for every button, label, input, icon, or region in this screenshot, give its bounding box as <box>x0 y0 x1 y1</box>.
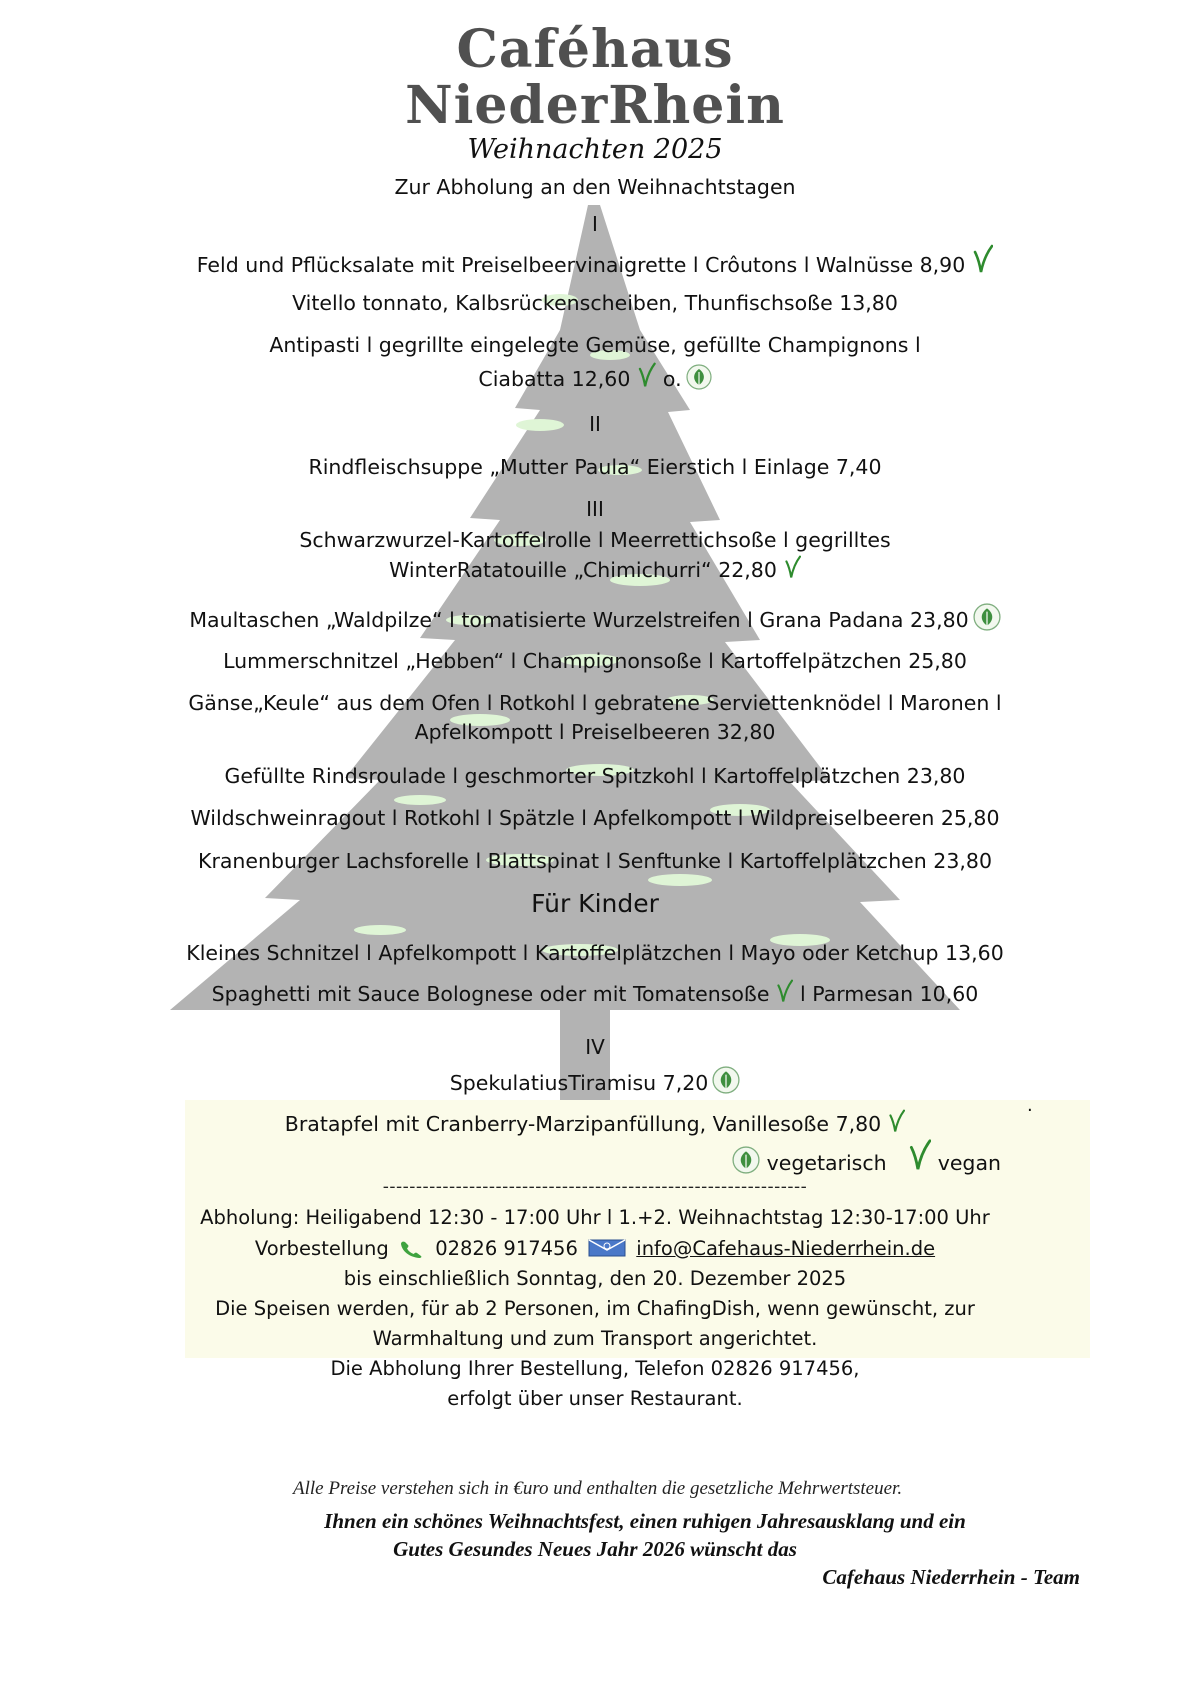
chafing-note-line1: Die Speisen werden, für ab 2 Personen, im ChafingDish, wenn gewünscht, zur <box>215 1297 975 1320</box>
chafing-note-line2: Warmhaltung und zum Transport angerichtet. <box>372 1327 818 1350</box>
greeting-line2: Gutes Gesundes Neues Jahr 2026 wünscht das <box>393 1537 797 1561</box>
pickup-note-line1: Die Abholung Ihrer Bestellung, Telefon 02826 917456, <box>330 1357 860 1380</box>
brand-name-line2: NiederRhein <box>405 75 785 136</box>
course-heading-2: II <box>589 412 601 436</box>
menu-item-text: Spaghetti mit Sauce Bolognese oder mit Tomatensoße <box>211 982 770 1006</box>
vegan-icon <box>636 362 656 396</box>
menu-item-text: l Parmesan 10,60 <box>800 982 979 1006</box>
stray-dot: . <box>1027 1095 1033 1116</box>
menu-item-salad <box>0 244 1190 282</box>
greeting-line1: Ihnen ein schönes Weihnachtsfest, einen ruhigen Jahresausklang und ein <box>324 1509 966 1533</box>
menu-item-antipasti-line2 <box>0 362 1190 398</box>
email-envelope-icon <box>588 1237 626 1267</box>
pickup-times: Abholung: Heiligabend 12:30 - 17:00 Uhr l 1.+2. Weihnachtstag 12:30-17:00 Uhr <box>200 1206 990 1229</box>
diet-legend <box>728 1138 1001 1179</box>
vegan-icon <box>971 244 993 282</box>
menu-item-lachsforelle: Kranenburger Lachsforelle l Blattspinat l Senftunke l Kartoffelplätzchen 23,80 <box>198 849 992 873</box>
vegetarian-icon <box>732 1146 760 1179</box>
menu-item-text: WinterRatatouille „Chimichurri“ 22,80 <box>389 558 777 582</box>
vegetarian-icon <box>973 603 1001 639</box>
menu-item-kids-schnitzel: Kleines Schnitzel l Apfelkompott l Kartoffelplätzchen l Mayo oder Ketchup 13,60 <box>186 941 1004 965</box>
vegan-icon <box>783 555 801 587</box>
menu-item-text: Feld und Pflücksalate mit Preiselbeervinaigrette l Crôutons l Walnüsse 8,90 <box>196 253 966 277</box>
phone-icon <box>399 1237 425 1267</box>
menu-item-gaensekeule-line1: Gänse„Keule“ aus dem Ofen l Rotkohl l gebratene Serviettenknödel l Maronen l <box>188 691 1002 715</box>
menu-item-soup: Rindfleischsuppe „Mutter Paula“ Eierstich l Einlage 7,40 <box>308 455 882 479</box>
separator-line: ---------------------------------------------------------------- <box>382 1177 808 1197</box>
menu-item-lummerschnitzel: Lummerschnitzel „Hebben“ l Champignonsoße l Kartoffelpätzchen 25,80 <box>223 649 967 673</box>
brand-name-line1: Caféhaus <box>456 19 734 80</box>
phone-number[interactable]: 02826 917456 <box>435 1237 578 1260</box>
course-heading-4: IV <box>585 1035 605 1059</box>
menu-item-vitello: Vitello tonnato, Kalbsrückenscheiben, Thunfischsoße 13,80 <box>292 291 898 315</box>
page-subtitle: Weihnachten 2025 <box>467 134 723 165</box>
intro-text: Zur Abholung an den Weihnachtstagen <box>394 175 796 199</box>
course-heading-3: III <box>586 497 604 521</box>
course-heading-1: I <box>592 212 598 236</box>
or-text: o. <box>662 367 682 391</box>
menu-item-bratapfel <box>0 1109 1190 1141</box>
vegan-icon <box>887 1109 905 1141</box>
vegan-icon <box>775 979 793 1011</box>
legend-vegan-label: vegan <box>937 1151 1001 1175</box>
signature: Cafehaus Niederrhein - Team <box>822 1565 1080 1589</box>
vegetarian-icon <box>712 1066 740 1102</box>
menu-item-antipasti-line1: Antipasti l gegrillte eingelegte Gemüse, gefüllte Champignons l <box>269 333 921 357</box>
price-note: Alle Preise verstehen sich in €uro und enthalten die gesetzliche Mehrwertsteuer. <box>293 1478 903 1499</box>
order-deadline: bis einschließlich Sonntag, den 20. Dezember 2025 <box>343 1267 847 1290</box>
menu-item-wildschweinragout: Wildschweinragout l Rotkohl l Spätzle l Apfelkompott l Wildpreiselbeeren 25,80 <box>190 806 1000 830</box>
vegetarian-icon <box>686 364 712 398</box>
menu-item-schwarzwurzel-line1: Schwarzwurzel-Kartoffelrolle l Meerrettichsoße l gegrilltes <box>299 528 891 552</box>
menu-item-tiramisu <box>0 1066 1190 1102</box>
menu-item-text: Maultaschen „Waldpilze“ l tomatisierte Wurzelstreifen l Grana Padana 23,80 <box>189 608 969 632</box>
menu-item-gaensekeule-line2: Apfelkompott l Preiselbeeren 32,80 <box>414 720 776 744</box>
kids-section-title: Für Kinder <box>531 889 659 918</box>
menu-item-maultaschen <box>0 603 1190 639</box>
vegan-icon <box>907 1138 931 1177</box>
preorder-contact <box>0 1234 1190 1267</box>
menu-item-text: Ciabatta 12,60 <box>478 367 631 391</box>
menu-item-kids-spaghetti <box>0 979 1190 1011</box>
menu-item-text: Bratapfel mit Cranberry-Marzipanfüllung, Vanillesoße 7,80 <box>284 1112 882 1136</box>
menu-item-text: SpekulatiusTiramisu 7,20 <box>449 1071 709 1095</box>
pickup-note-line2: erfolgt über unser Restaurant. <box>447 1387 743 1410</box>
email-link[interactable]: info@Cafehaus-Niederrhein.de <box>636 1237 936 1260</box>
preorder-label: Vorbestellung <box>254 1237 389 1260</box>
legend-vegetarian-label: vegetarisch <box>766 1151 887 1175</box>
menu-item-rindsroulade: Gefüllte Rindsroulade l geschmorter Spitzkohl l Kartoffelplätzchen 23,80 <box>224 764 966 788</box>
menu-item-schwarzwurzel-line2 <box>0 555 1190 587</box>
